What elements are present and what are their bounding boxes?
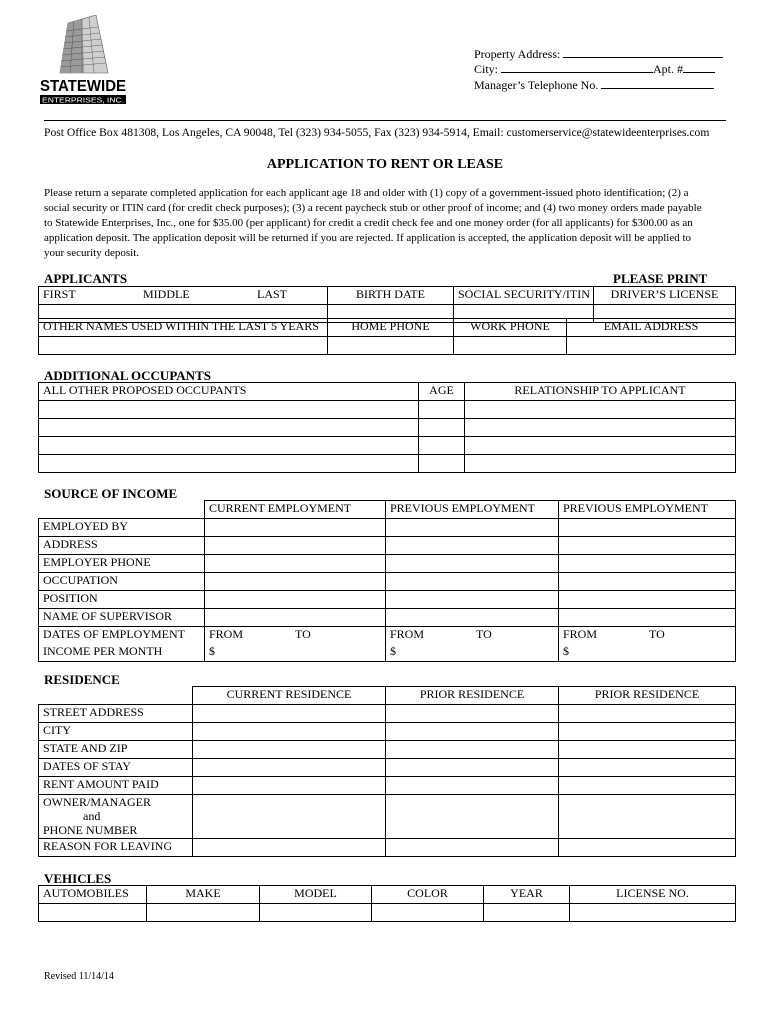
income-row-label: EMPLOYED BY (39, 519, 205, 537)
color-header: COLOR (372, 886, 484, 904)
last-label: LAST (256, 287, 287, 301)
occupants-table (38, 382, 736, 473)
year-header: YEAR (484, 886, 570, 904)
property-address-label: Property Address: (474, 47, 561, 61)
income-field[interactable] (205, 555, 386, 573)
income-field[interactable] (559, 609, 736, 627)
home-phone-field[interactable] (328, 337, 454, 355)
residence-field[interactable] (193, 723, 386, 741)
color-field[interactable] (372, 904, 484, 922)
additional-occupants-heading: ADDITIONAL OCCUPANTS (44, 368, 211, 383)
manager-phone-field[interactable] (601, 77, 714, 89)
vehicles-heading: VEHICLES (44, 871, 112, 886)
occupant-name-field[interactable] (39, 437, 419, 455)
occupants-name-header: ALL OTHER PROPOSED OCCUPANTS (39, 383, 419, 401)
residence-field[interactable] (559, 759, 736, 777)
from-label: FROM (209, 627, 244, 641)
manager-phone-label: Manager’s Telephone No. (474, 78, 599, 92)
residence-field[interactable] (559, 839, 736, 857)
please-print-note: PLEASE PRINT (613, 271, 708, 286)
residence-row-label: DATES OF STAY (39, 759, 193, 777)
occupants-age-header: AGE (419, 383, 465, 401)
residence-row-label: STATE AND ZIP (39, 741, 193, 759)
from-label: FROM (390, 627, 425, 641)
first-middle-last-header (39, 287, 328, 305)
income-amount-field[interactable]: $ (205, 644, 386, 662)
city-field[interactable] (501, 61, 653, 73)
income-amount-field[interactable]: $ (559, 644, 736, 662)
dates-field[interactable] (386, 627, 559, 645)
apt-field[interactable] (683, 61, 715, 73)
residence-field[interactable] (559, 741, 736, 759)
occupant-age-field[interactable] (419, 455, 465, 473)
residence-row-label: RENT AMOUNT PAID (39, 777, 193, 795)
residence-field[interactable] (559, 705, 736, 723)
property-address-field[interactable] (563, 46, 723, 58)
property-address-line (474, 46, 723, 62)
other-names-field[interactable] (39, 337, 328, 355)
apt-label: Apt. # (653, 62, 684, 76)
residence-field[interactable] (559, 723, 736, 741)
license-no-header: LICENSE NO. (570, 886, 736, 904)
building-graphic (60, 15, 108, 73)
prior-residence-header-2: PRIOR RESIDENCE (559, 687, 736, 705)
occupant-relationship-field[interactable] (465, 419, 736, 437)
dates-field[interactable] (559, 627, 736, 645)
middle-label: MIDDLE (143, 287, 190, 301)
residence-field[interactable] (559, 777, 736, 795)
ssn-label: SOCIAL SECURITY/ITIN (454, 287, 594, 305)
intro-line: Please return a separate completed application for each applicant age 18 and older with (1) copy of a government-issued photo identification; (2) a (44, 187, 689, 199)
owner-line-3: PHONE NUMBER (43, 823, 138, 837)
email-address-label: EMAIL ADDRESS (567, 319, 736, 337)
income-row-label: ADDRESS (39, 537, 205, 555)
income-row-label: INCOME PER MONTH (39, 644, 205, 662)
income-table (38, 500, 736, 662)
from-label: FROM (563, 627, 598, 641)
previous-employment-header: PREVIOUS EMPLOYMENT (386, 501, 559, 519)
residence-field[interactable] (386, 777, 559, 795)
prior-residence-header: PRIOR RESIDENCE (386, 687, 559, 705)
occupant-age-field[interactable] (419, 437, 465, 455)
city-line (474, 61, 715, 77)
source-of-income-heading: SOURCE OF INCOME (44, 486, 178, 501)
income-amount-field[interactable]: $ (386, 644, 559, 662)
make-field[interactable] (147, 904, 260, 922)
header-divider (44, 120, 726, 121)
income-field[interactable] (559, 555, 736, 573)
residence-field[interactable] (193, 741, 386, 759)
occupant-relationship-field[interactable] (465, 401, 736, 419)
revised-date: Revised 11/14/14 (44, 971, 114, 982)
owner-line-2: and (83, 809, 101, 823)
page-title: APPLICATION TO RENT OR LEASE (266, 157, 504, 172)
to-label: TO (649, 627, 665, 641)
income-field[interactable] (559, 573, 736, 591)
residence-row-label: CITY (39, 723, 193, 741)
residence-field[interactable] (193, 795, 386, 839)
applicants-table-2 (38, 318, 736, 355)
previous-employment-header-2: PREVIOUS EMPLOYMENT (559, 501, 736, 519)
vehicles-table (38, 885, 736, 922)
contact-line: Post Office Box 481308, Los Angeles, CA 90048, Tel (323) 934-5055, Fax (323) 934-5914, Email: customerservice@statewideenterprises.com (44, 126, 710, 139)
income-row-label: OCCUPATION (39, 573, 205, 591)
income-row-label: DATES OF EMPLOYMENT (39, 627, 205, 645)
work-phone-field[interactable] (454, 337, 567, 355)
home-phone-label: HOME PHONE (328, 319, 454, 337)
residence-row-label: STREET ADDRESS (39, 705, 193, 723)
manager-phone-line (474, 77, 714, 93)
occupant-relationship-field[interactable] (465, 437, 736, 455)
income-field[interactable] (386, 609, 559, 627)
email-address-field[interactable] (567, 337, 736, 355)
income-field[interactable] (559, 519, 736, 537)
license-no-field[interactable] (570, 904, 736, 922)
owner-manager-label (39, 795, 193, 839)
residence-field[interactable] (386, 839, 559, 857)
residence-table (38, 686, 736, 857)
residence-field[interactable] (386, 759, 559, 777)
income-field[interactable] (559, 591, 736, 609)
income-field[interactable] (205, 537, 386, 555)
to-label: TO (295, 627, 311, 641)
income-row-label: EMPLOYER PHONE (39, 555, 205, 573)
logo-sub: ENTERPRISES, INC. (42, 97, 125, 105)
birth-date-label: BIRTH DATE (328, 287, 454, 305)
to-label: TO (476, 627, 492, 641)
occupant-age-field[interactable] (419, 419, 465, 437)
residence-field[interactable] (559, 795, 736, 839)
income-field[interactable] (205, 609, 386, 627)
income-field[interactable] (386, 573, 559, 591)
intro-line: social security or ITIN card (for credit check purposes); (3) a recent paycheck stub or other proof of income; and (4) two money orders made payable (44, 202, 702, 214)
intro-line: your security deposit. (44, 247, 140, 259)
income-field[interactable] (386, 519, 559, 537)
occupant-name-field[interactable] (39, 401, 419, 419)
occupant-age-field[interactable] (419, 401, 465, 419)
income-corner (39, 501, 205, 519)
income-field[interactable] (386, 555, 559, 573)
occupant-relationship-field[interactable] (465, 455, 736, 473)
income-row-label: POSITION (39, 591, 205, 609)
residence-field[interactable] (386, 741, 559, 759)
dates-field[interactable] (205, 627, 386, 645)
model-field[interactable] (260, 904, 372, 922)
income-field[interactable] (386, 591, 559, 609)
residence-field[interactable] (386, 795, 559, 839)
work-phone-label: WORK PHONE (454, 319, 567, 337)
residence-heading: RESIDENCE (44, 672, 120, 687)
reason-for-leaving-label: REASON FOR LEAVING (39, 839, 193, 857)
applicants-heading: APPLICANTS (44, 271, 128, 286)
residence-field[interactable] (193, 839, 386, 857)
income-field[interactable] (386, 537, 559, 555)
intro-line: application deposit. The application deposit will be returned if you are rejected. If application is accepted, the application deposit will be applied to (44, 232, 692, 244)
city-label: City: (474, 62, 499, 76)
income-field[interactable] (559, 537, 736, 555)
income-row-label: NAME OF SUPERVISOR (39, 609, 205, 627)
automobile-field[interactable] (39, 904, 147, 922)
make-header: MAKE (147, 886, 260, 904)
occupant-name-field[interactable] (39, 455, 419, 473)
other-names-label: OTHER NAMES USED WITHIN THE LAST 5 YEARS (39, 319, 328, 337)
drivers-license-label: DRIVER’S LICENSE (594, 287, 736, 305)
residence-field[interactable] (386, 723, 559, 741)
owner-line-1: OWNER/MANAGER (43, 795, 151, 809)
income-field[interactable] (205, 573, 386, 591)
residence-field[interactable] (386, 705, 559, 723)
statewide-logo (38, 15, 128, 110)
automobiles-header: AUTOMOBILES (39, 886, 147, 904)
model-header: MODEL (260, 886, 372, 904)
residence-field[interactable] (193, 759, 386, 777)
current-residence-header: CURRENT RESIDENCE (193, 687, 386, 705)
income-field[interactable] (205, 591, 386, 609)
income-field[interactable] (205, 519, 386, 537)
residence-corner (39, 687, 193, 705)
residence-field[interactable] (193, 777, 386, 795)
intro-paragraph (44, 187, 734, 260)
residence-field[interactable] (193, 705, 386, 723)
current-employment-header: CURRENT EMPLOYMENT (205, 501, 386, 519)
occupant-name-field[interactable] (39, 419, 419, 437)
year-field[interactable] (484, 904, 570, 922)
logo-name: STATEWIDE (40, 78, 127, 95)
first-label: FIRST (43, 287, 76, 301)
occupants-relationship-header: RELATIONSHIP TO APPLICANT (465, 383, 736, 401)
intro-line: to Statewide Enterprises, Inc., one for $35.00 (per applicant) for credit a credit check fee and one money order (for all applicants) for $300.00 as an (44, 217, 693, 229)
